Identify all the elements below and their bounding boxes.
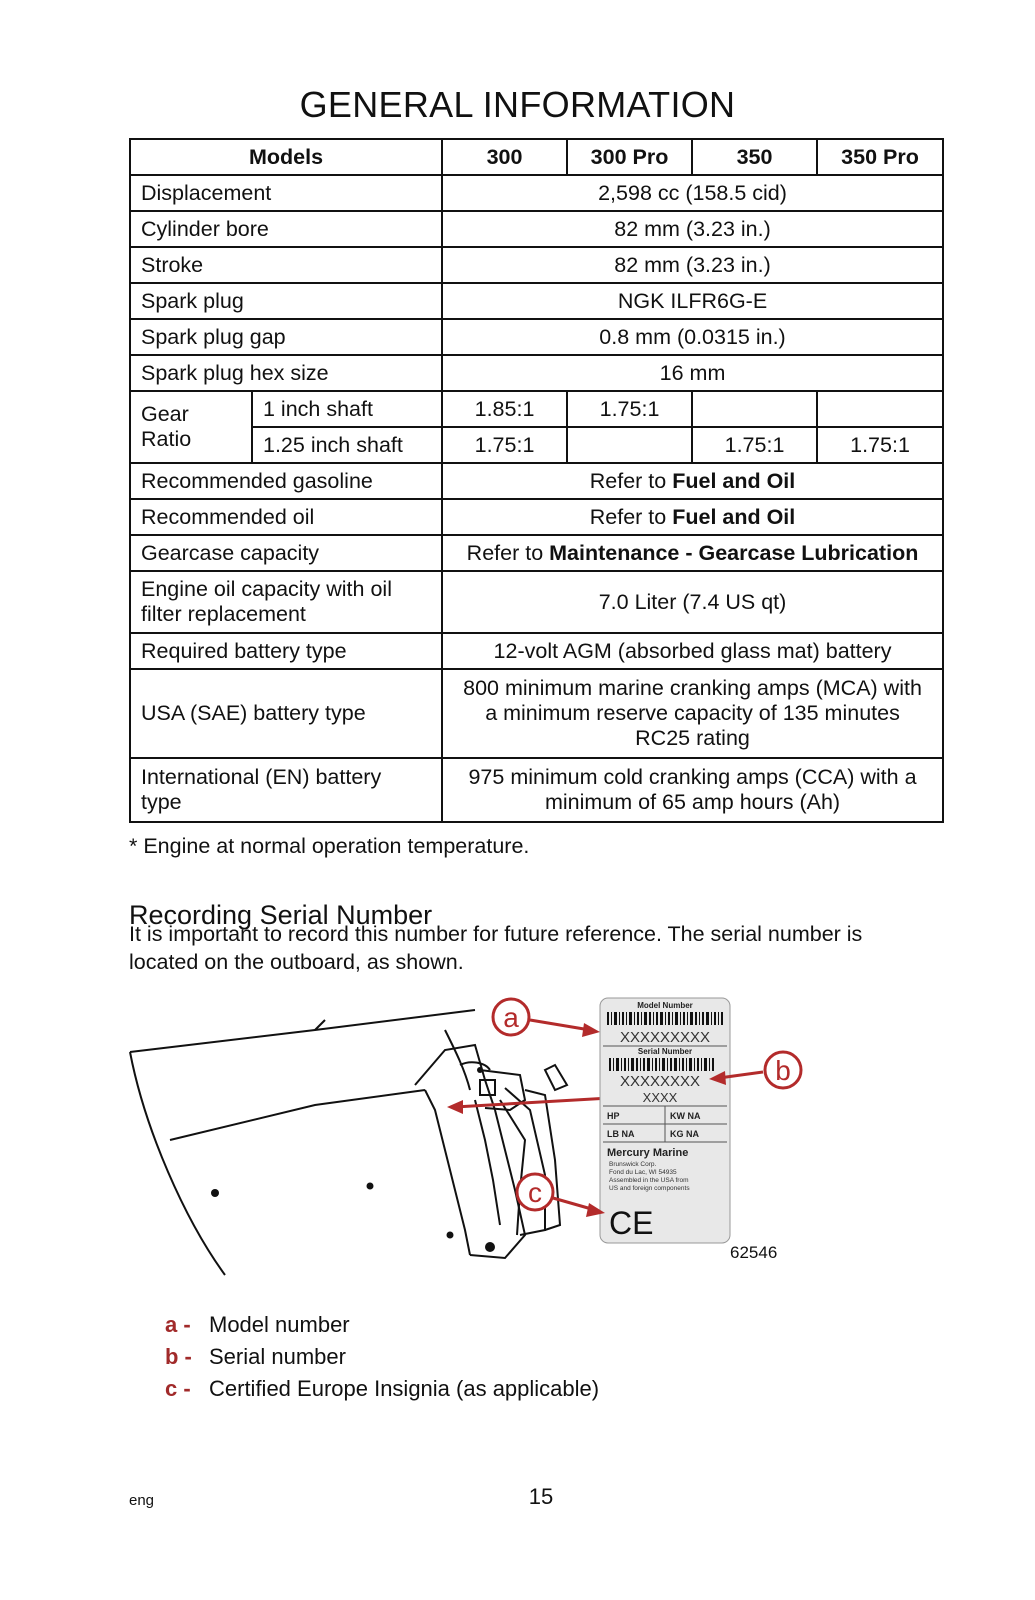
model-350-header: 350 [692,139,817,175]
specifications-table [129,138,944,823]
figure-legend [165,1310,599,1406]
section-heading: Recording Serial Number [129,900,433,931]
refer-prefix: Refer to [589,504,667,529]
table-header-row [130,139,943,175]
table-row [130,571,943,633]
body-paragraph: It is important to record this number for future reference. The serial number is located on the outboard, as shown. [129,922,863,974]
gear-ratio-cell: 1.85:1 [442,391,567,427]
legend-item [165,1310,599,1342]
legend-text: Serial number [209,1344,346,1369]
model-350-pro-header: 350 Pro [817,139,943,175]
callout-letter: b [775,1055,791,1086]
model-number-heading: Model Number [637,1001,693,1010]
models-header: Models [130,139,442,175]
outboard-illustration [130,1010,567,1275]
table-row [130,175,943,211]
section-reference: Maintenance - Gearcase Lubrication [549,540,919,565]
fine-print: Brunswick Corp. [609,1161,657,1168]
legend-key: b - [165,1344,192,1369]
brand-name: Mercury Marine [607,1147,689,1159]
row-value [442,535,943,571]
section-reference: Fuel and Oil [672,468,796,493]
gear-ratio-label: Gear Ratio [130,391,252,463]
table-row [130,319,943,355]
hp-field: HP [607,1111,620,1121]
table-row [130,463,943,499]
kw-field: KW NA [670,1111,701,1121]
table-row [130,427,943,463]
footnote: * Engine at normal operation temperature. [129,834,530,858]
serial-label-figure [125,990,805,1290]
legend-key: a - [165,1312,191,1337]
gear-ratio-cell: 1.75:1 [817,427,943,463]
table-row [130,758,943,822]
row-value: NGK ILFR6G-E [442,283,943,319]
legend-text: Model number [209,1312,350,1337]
legend-text: Certified Europe Insignia (as applicable) [209,1376,600,1401]
row-label: Spark plug hex size [130,355,442,391]
model-300-pro-header: 300 Pro [567,139,692,175]
row-value: 82 mm (3.23 in.) [442,247,943,283]
callout-letter: c [528,1177,542,1208]
row-label: Gearcase capacity [130,535,442,571]
ce-mark: CE [609,1205,654,1241]
model-300-header: 300 [442,139,567,175]
row-value [442,463,943,499]
row-label: USA (SAE) battery type [130,669,442,758]
row-label: Required battery type [130,633,442,669]
row-label: Engine oil capacity with oil filter replacement [130,571,442,633]
table-row [130,669,943,758]
row-value: 82 mm (3.23 in.) [442,211,943,247]
footer-language: eng [129,1492,155,1509]
gear-ratio-cell: 1.75:1 [567,391,692,427]
callout-a [493,999,600,1037]
serial-number-value: XXXXXXXX [619,1073,701,1090]
model-number-value: XXXXXXXXX [619,1029,711,1046]
gear-ratio-cell: 1.75:1 [692,427,817,463]
row-value: 0.8 mm (0.0315 in.) [442,319,943,355]
row-label: Recommended oil [130,499,442,535]
table-row [130,633,943,669]
bolt-dots [211,1067,495,1252]
lb-field: LB NA [607,1129,635,1139]
table-row [130,391,943,427]
row-label: International (EN) battery type [130,758,442,822]
legend-item [165,1374,599,1406]
serial-number-suffix: XXXX [642,1090,678,1105]
table-row [130,283,943,319]
row-label: Displacement [130,175,442,211]
row-value: 16 mm [442,355,943,391]
row-label: Spark plug [130,283,442,319]
gear-ratio-cell [567,427,692,463]
gear-ratio-cell [692,391,817,427]
table-row [130,247,943,283]
figure-number: 62546 [730,1243,778,1262]
kg-field: KG NA [670,1129,699,1139]
row-value [442,499,943,535]
fine-print: Fond du Lac, WI 54935 [609,1169,677,1176]
callout-c [517,1174,605,1217]
serial-tag [600,998,730,1243]
table-row [130,211,943,247]
refer-prefix: Refer to [466,540,544,565]
row-label: Stroke [130,247,442,283]
refer-prefix: Refer to [589,468,667,493]
table-row [130,499,943,535]
table-row [130,355,943,391]
table-row [130,535,943,571]
row-label: Cylinder bore [130,211,442,247]
callout-letter: a [503,1002,519,1033]
serial-number-heading: Serial Number [637,1047,693,1056]
legend-key: c - [165,1376,191,1401]
fine-print: US and foreign components [609,1185,690,1192]
row-value: 7.0 Liter (7.4 US qt) [442,571,943,633]
shaft-label: 1.25 inch shaft [252,427,442,463]
fine-print: Assembled in the USA from [609,1177,689,1184]
row-value: 2,598 cc (158.5 cid) [442,175,943,211]
gear-ratio-cell [817,391,943,427]
row-value: 12-volt AGM (absorbed glass mat) battery [442,633,943,669]
legend-item [165,1342,599,1374]
section-reference: Fuel and Oil [672,504,796,529]
row-label: Spark plug gap [130,319,442,355]
page-number: 15 [528,1484,554,1509]
location-arrow [447,1098,610,1114]
row-value: 800 minimum marine cranking amps (MCA) with a minimum reserve capacity of 135 minutes RC25 rating [442,669,943,758]
row-label: Recommended gasoline [130,463,442,499]
row-value: 975 minimum cold cranking amps (CCA) with a minimum of 65 amp hours (Ah) [442,758,943,822]
gear-ratio-cell: 1.75:1 [442,427,567,463]
page-title: GENERAL INFORMATION [299,84,736,126]
shaft-label: 1 inch shaft [252,391,442,427]
